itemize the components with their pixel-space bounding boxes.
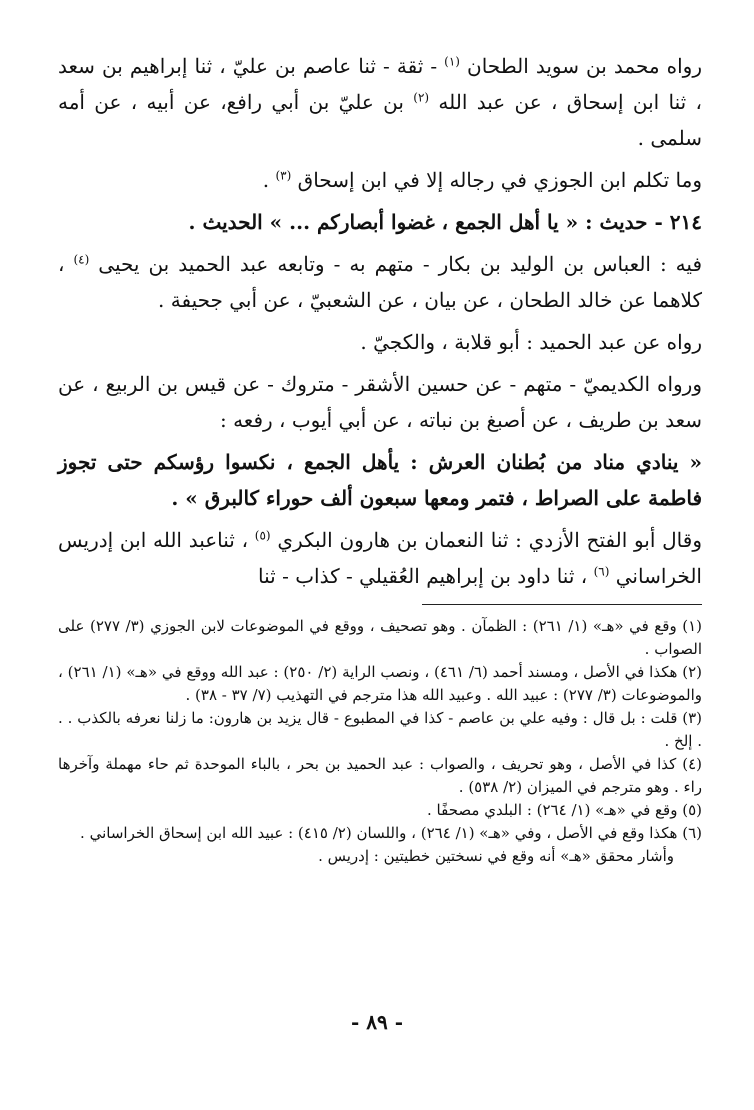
footnote-ref: (٢) <box>413 90 430 105</box>
text-segment: بن عليّ بن أبي رافع، عن أبيه ، عن أمه سلمى . <box>58 90 702 150</box>
footnote-ref: (١) <box>444 54 460 69</box>
text-segment: ٢١٤ - حديث : « يا أهل الجمع ، غضوا أبصاركم ... » الحديث . <box>188 210 702 234</box>
text-segment: رواه عن عبد الحميد : أبو قلابة ، والكجيّ . <box>360 330 702 354</box>
footnote-ref: (٦) <box>593 564 610 579</box>
text-segment: ، ثناعبد الله ابن إدريس الخراساني <box>58 528 702 588</box>
paragraph <box>58 324 702 360</box>
hadith-quote <box>58 444 702 516</box>
hadith-heading <box>58 204 702 240</box>
footnote-ref: (٥) <box>254 528 271 543</box>
paragraph <box>58 246 702 318</box>
paragraph <box>58 162 702 198</box>
footnote-separator <box>422 604 702 605</box>
footnote: (٦) هكذا وقع في الأصل ، وفي «هـ» (١/ ٢٦٤) ، واللسان (٢/ ٤١٥) : عبيد الله ابن إسحاق الخراساني . <box>80 824 702 842</box>
paragraph <box>58 366 702 438</box>
text-segment: ، كلاهما عن خالد الطحان ، عن بيان ، عن الشعبيّ ، عن أبي جحيفة . <box>58 252 702 312</box>
footnote-ref: (٤) <box>73 252 90 267</box>
text-segment: وقال أبو الفتح الأزدي : ثنا النعمان بن هارون البكري <box>270 528 702 552</box>
page-number: - ٨٩ - <box>350 1010 403 1034</box>
text-segment: ، ثنا داود بن إبراهيم العُقيلي - كذاب - ثنا <box>258 564 594 588</box>
paragraph <box>58 522 702 594</box>
text-segment: - ثقة - ثنا عاصم بن عليّ ، ثنا إبراهيم بن سعد ، ثنا ابن إسحاق ، عن عبد الله <box>58 54 702 114</box>
footnote-ref: (٣) <box>275 168 292 183</box>
text-segment: وما تكلم ابن الجوزي في رجاله إلا في ابن إسحاق <box>291 168 702 192</box>
footnote: (٢) هكذا في الأصل ، ومسند أحمد (٦/ ٤٦١) ، ونصب الراية (٢/ ٢٥٠) : عبد الله ووقع في «هـ» (١/ ٢٦١) ، والموضوعات (٣/ ٢٧٧) : عبيد الله . وعبيد الله هذا مترجم في التهذيب (٧/ ٣٧ - ٣٨) . <box>58 663 703 704</box>
main-text <box>58 48 702 594</box>
footnote: (٤) كذا في الأصل ، وهو تحريف ، والصواب : عبد الحميد بن بحر ، بالباء الموحدة ثم حاء مهملة وآخرها راء . وهو مترجم في الميزان (٢/ ٥٣٨) . <box>58 755 702 796</box>
footnote: (٣) قلت : بل قال : وفيه علي بن عاصم - كذا في المطبوع - قال يزيد بن هارون: ما زلنا نعرفه بالكذب . . . إلخ . <box>58 709 702 750</box>
footnote: (٥) وقع في «هـ» (١/ ٢٦٤) : البلدي مصحفًا . <box>427 801 702 819</box>
text-segment: . <box>262 168 276 192</box>
footnote: (١) وقع في «هـ» (١/ ٢٦١) : الظمآن . وهو تصحيف ، ووقع في الموضوعات لابن الجوزي (٣/ ٢٧٧) على الصواب . <box>58 617 703 658</box>
footnote: وأشار محقق «هـ» أنه وقع في نسختين خطيتين : إدريس . <box>318 847 674 865</box>
text-segment: رواه محمد بن سويد الطحان <box>459 54 702 78</box>
paragraph <box>58 48 702 156</box>
text-segment: « ينادي مناد من بُطنان العرش : يأهل الجمع ، نكسوا رؤسكم حتى تجوز فاطمة على الصراط ، فتمر ومعها سبعون ألف حوراء كالبرق » . <box>58 450 702 510</box>
footnotes <box>58 615 702 868</box>
text-segment: فيه : العباس بن الوليد بن بكار - متهم به - وتابعه عبد الحميد بن يحيى <box>89 252 703 276</box>
text-segment: ورواه الكديميّ - متهم - عن حسين الأشقر - متروك - عن قيس بن الربيع ، عن سعد بن طريف ، عن أصبغ بن نباته ، عن أبي أيوب ، رفعه : <box>58 372 702 432</box>
